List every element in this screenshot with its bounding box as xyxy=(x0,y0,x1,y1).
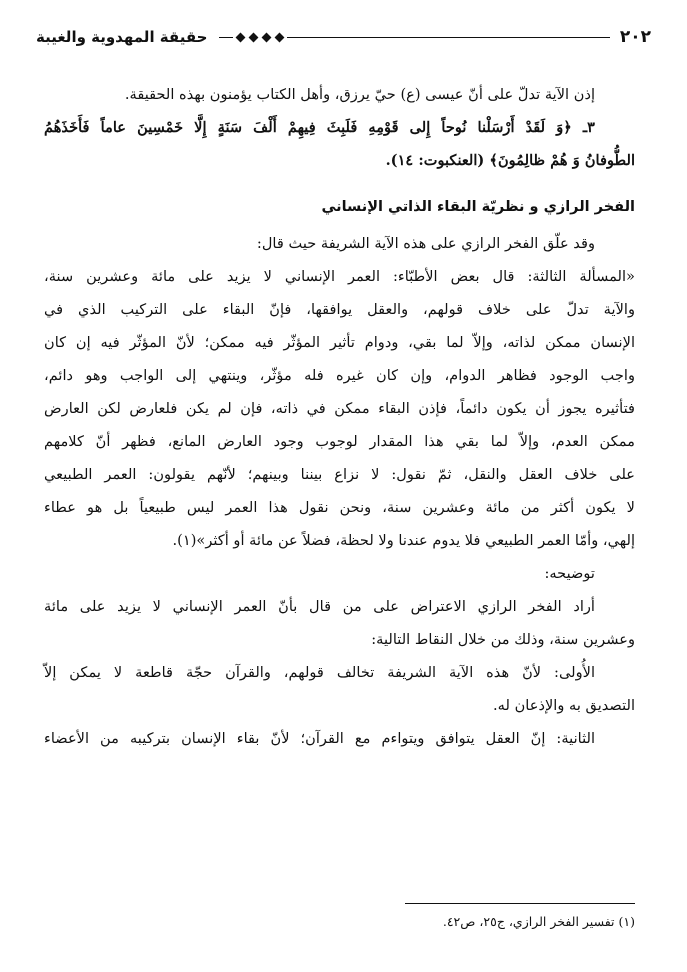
section-heading: الفخر الرازي و نظريّة البقاء الذاتي الإنساني xyxy=(321,199,635,215)
quran-verse-line: الطُّوفانُ وَ هُمْ ظالِمُونَ﴾ (العنكبوت: ١٤). xyxy=(385,152,635,169)
text-line: إلهي، وأمّا العمر الطبيعي فلا يدوم عندنا ولا لحظة، فضلاً عن مائة أو أكثر»(١). xyxy=(172,532,635,549)
text-line: توضيحه: xyxy=(544,565,595,582)
header-rule xyxy=(219,32,609,42)
quran-verse-line: ٣ـ ﴿وَ لَقَدْ أَرْسَلْنا نُوحاً إِلى قَوْمِهِ فَلَبِثَ فِيهِمْ أَلْفَ سَنَةٍ إِلَّا خَمْسِينَ عاماً فَأَخَذَهُمُ xyxy=(44,119,595,136)
text-line: «المسألة الثالثة: قال بعض الأطبّاء: العمر الإنساني لا يزيد على مائة وعشرين سنة، xyxy=(44,268,635,285)
text-line: الأُولى: لأنّ هذه الآية الشريفة تخالف قولهم، والقرآن حجّة قاطعة لا يمكن إلاّ xyxy=(44,664,595,681)
page-header xyxy=(36,20,651,54)
text-line: والآية تدلّ على خلاف قولهم، والعقل يوافقها، فإنّ البقاء على التركيب الذي في xyxy=(44,301,635,318)
running-title: حقيقة المهدوية والغيبة xyxy=(36,28,208,46)
text-line: ممكن العدم، وإلاّ لما بقي هذا المقدار لوجوب وجود العارض المانع، فظهر أنّ كلامهم xyxy=(44,433,635,450)
text-line: أراد الفخر الرازي الاعتراض على من قال بأنّ العمر الإنساني لا يزيد على مائة xyxy=(44,598,595,615)
text-line: على خلاف العقل والنقل، ثمّ نقول: لا نزاع بيننا وبينهم؛ لأنّهم يقولون: العمر الطبيعي xyxy=(44,466,635,483)
text-line: وقد علّق الفخر الرازي على هذه الآية الشريفة حيث قال: xyxy=(256,235,595,252)
text-line: الثانية: إنّ العقل يتوافق ويتواءم مع القرآن؛ لأنّ بقاء الإنسان بتركيبه من الأعضاء xyxy=(44,730,595,747)
text-line: واجب الوجود فظاهر الدوام، وإن كان غيره فله مؤثّر، وينتهي إلى الواجب وهو دائم، xyxy=(44,367,635,384)
text-line: وعشرين سنة، وذلك من خلال النقاط التالية: xyxy=(371,631,635,648)
page-body xyxy=(44,78,635,755)
footnote: (١) تفسير الفخر الرازي، ج٢٥، ص٤٢. xyxy=(442,914,635,929)
header-ornament xyxy=(233,34,287,41)
text-line: لا يكون أكثر من مائة وعشرين سنة، ونحن نقول هذا العمر ليس طبيعياً بل هو عطاء xyxy=(44,499,635,516)
page-number: ٢٠٢ xyxy=(619,27,651,47)
text-line: إذن الآية تدلّ على أنّ عيسى (ع) حيّ يرزق، وأهل الكتاب يؤمنون بهذه الحقيقة. xyxy=(124,86,595,103)
text-line: فتأثيره يجوز أن يكون دائماً، فإذن البقاء ممكن في ذاته، فإن لم يكن فلعارض لكن العارض xyxy=(44,400,635,417)
footnote-separator xyxy=(405,903,635,904)
text-line: التصديق به والإذعان له. xyxy=(493,697,635,714)
text-line: الإنسان ممكن لذاته، وإلاّ لما بقي، ودوام تأثير المؤثّر فيه ممكن؛ لأنّ المؤثّر فيه إن كان xyxy=(44,334,635,351)
